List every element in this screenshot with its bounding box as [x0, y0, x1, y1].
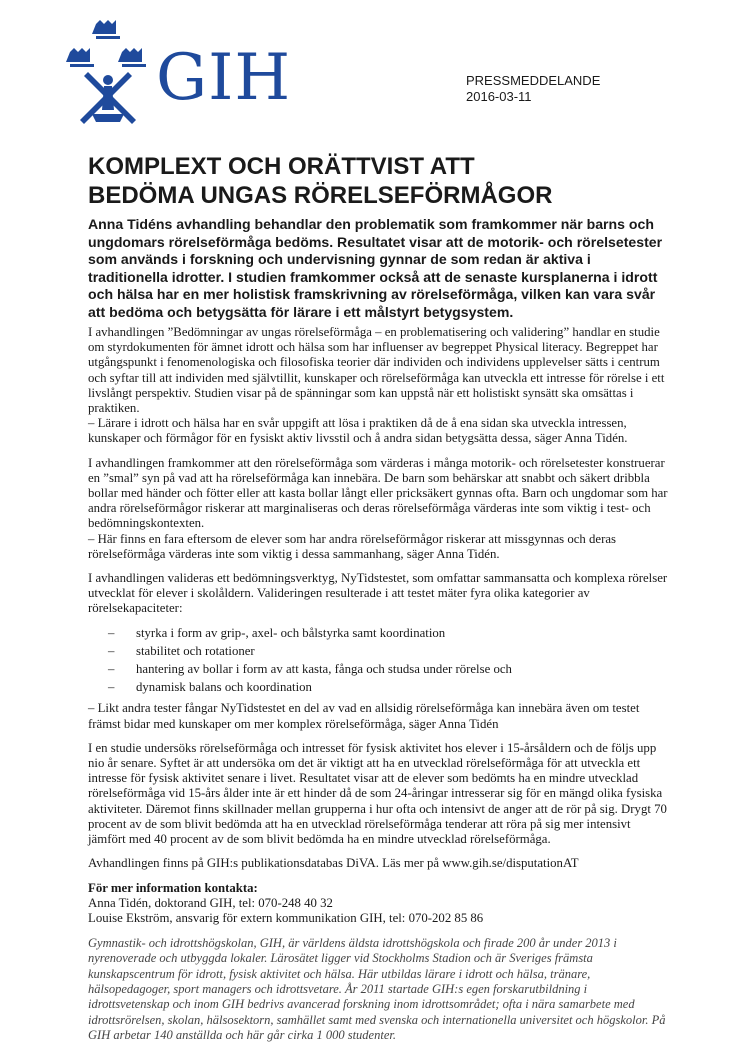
paragraph-1 [88, 325, 668, 447]
list-item: – hantering av bollar i form av att kasta, fånga och studsa under rörelse och [108, 662, 512, 677]
paragraph-3: I avhandlingen valideras ett bedömningsverktyg, NyTidstestet, som omfattar sammansatta och komplexa rörelser utvecklat för elever i skolåldern. Valideringen resulterade i att testet mäter fyra olika kategorier av rörelsekapaciteter: [88, 571, 668, 616]
title-line-1: KOMPLEXT OCH ORÄTTVIST ATT [88, 153, 475, 180]
list-item: – styrka i form av grip-, axel- och bålstyrka samt koordination [108, 625, 446, 640]
paragraph-1-quote: – Lärare i idrott och hälsa har en svår uppgift att lösa i praktiken då de å ena sidan ska utveckla intressen, kunskaper och förmågor för en fysiskt aktiv livsstil och å andra sidan betygsätta dessa, säger Anna Tidén. [88, 416, 628, 446]
paragraph-4: I en studie undersöks rörelseförmåga och intresset för fysisk aktivitet hos elever i 15-årsåldern och de följs upp nio år senare. Syftet är att undersöka om det är viktigt att ha en utvecklad rörelseförmåga för att utveckla ett intresse för fysisk aktivitet senare i livet. Resultatet visar att de elever som bedömts ha en mindre utvecklad rörelseförmåga vid 15-års ålder inte är ett hinder då de som 24-åringar intresserar sig för en mängd olika fysiska aktiviteter. Däremot finns skillnader mellan grupperna i hur ofta och intensivt de anger att de rör på sig. Drygt 70 procent av de som blivit bedömda att ha en utvecklad rörelseförmåga tenderar att röra på sig mer intensivt jämfört med 40 procent av de som blivit bedömda ha en mindre utvecklad rörelseförmåga. [88, 740, 667, 847]
contact-block [88, 881, 668, 927]
press-header [466, 73, 600, 105]
capacity-list [88, 626, 668, 696]
article-body [88, 325, 668, 1052]
crowns-emblem-icon [62, 18, 154, 130]
lead-paragraph: Anna Tidéns avhandling behandlar den problematik som framkommer när barns och ungdomars rörelseförmåga bedöms. Resultatet visar att de motorik- och rörelsetester som används i forskning och undervisning gynnar de som redan är aktiva i traditionella idrotter. I studien framkommer också att de senaste kursplanerna i idrott och hälsa har en mer holistisk framskrivning av rörelseförmåga, vilken kan vara svår att bedöma och betygsätta för lärare i ett målstyrt betygsystem. [88, 216, 663, 320]
title-line-2: BEDÖMA UNGAS RÖRELSEFÖRMÅGOR [88, 182, 553, 209]
release-date: 2016-03-11 [466, 89, 532, 104]
paragraph-2 [88, 456, 668, 562]
contact-heading: För mer information kontakta: [88, 880, 258, 895]
article-title [88, 152, 668, 210]
list-item: – stabilitet och rotationer [108, 643, 255, 658]
paragraph-5: Avhandlingen finns på GIH:s publikationsdatabas DiVA. Läs mer på www.gih.se/disputationAT [88, 856, 579, 871]
paragraph-2-text: I avhandlingen framkommer att den rörelseförmåga som värderas i många motorik- och rörelsetester konstruerar en ”smal” syn på vad att ha rörelseförmåga kan innebära. De barn som behärskar att snabbt och säkert dribbla bollar med händer och fötter eller att kasta bollar långt eller pricksäkert gynnas ofta. Barn och ungdomar som har andra rörelseförmågor riskerar att marginaliseras och deras rörelseförmåga värderas inte som viktig i test- och bedömningskontexten. [88, 455, 668, 531]
gih-logo [62, 18, 292, 130]
paragraph-3-quote: – Likt andra tester fångar NyTidstestet en del av vad en allsidig rörelseförmåga kan innebära även om testet främst bidar med kunskaper om mer komplex rörelseförmåga, säger Anna Tidén [88, 701, 640, 731]
paragraph-1-text: I avhandlingen ”Bedömningar av ungas rörelseförmåga – en problematisering och validering” handlar en studie om styrdokumenten för ämnet idrott och hälsa som har influenser av begreppet Physical literacy. Begreppet har utgångspunkt i fenomenologiska och filosofiska teorier där individen och individens upplevelser sätts i centrum och syftar till att individen med självtillit, kunskaper och rörelseförmåga kan utveckla ett intresse för rörelse i ett livslångt perspektiv. Studien visar på de spänningar som kan uppstå när ett holistiskt synsätt ska omsättas i praktiken. [88, 325, 665, 416]
doc-type-label: PRESSMEDDELANDE [466, 73, 601, 88]
logo-wordmark: GIH [156, 41, 292, 115]
list-item: – dynamisk balans och koordination [108, 680, 312, 695]
paragraph-2-quote: – Här finns en fara eftersom de elever som har andra rörelseförmågor riskerar att missgynnas och deras rörelseförmåga värderas inte som viktig i dessa sammanhang, säger Anna Tidén. [88, 531, 617, 561]
contact-person-1: Anna Tidén, doktorand GIH, tel: 070-248 40 32 [88, 895, 333, 910]
about-gih: Gymnastik- och idrottshögskolan, GIH, är världens äldsta idrottshögskola och firade 200 år under 2013 i nyrenoverade och utbyggda lokaler. Lärosätet ligger vid Stockholms Stadion och är Sveriges främsta kunskapscentrum för idrott, fysisk aktivitet och hälsa. Här utbildas lärare i idrott och hälsa, tränare, hälsopedagoger, sport managers och idrottsvetare. År 2011 startade GIH:s egen forskarutbildning i idrottsvetenskap och inom GIH bedrivs avancerad forskning inom idrottsområdet; ofta i nära samarbete med idrottsrörelsen, skolan, hälsosektorn, samhället samt med svenska och internationella universitet och högskolor. På GIH arbetar 140 anställda och här går cirka 1 000 studenter. [88, 936, 666, 1042]
contact-person-2: Louise Ekström, ansvarig för extern kommunikation GIH, tel: 070-202 85 86 [88, 910, 484, 925]
